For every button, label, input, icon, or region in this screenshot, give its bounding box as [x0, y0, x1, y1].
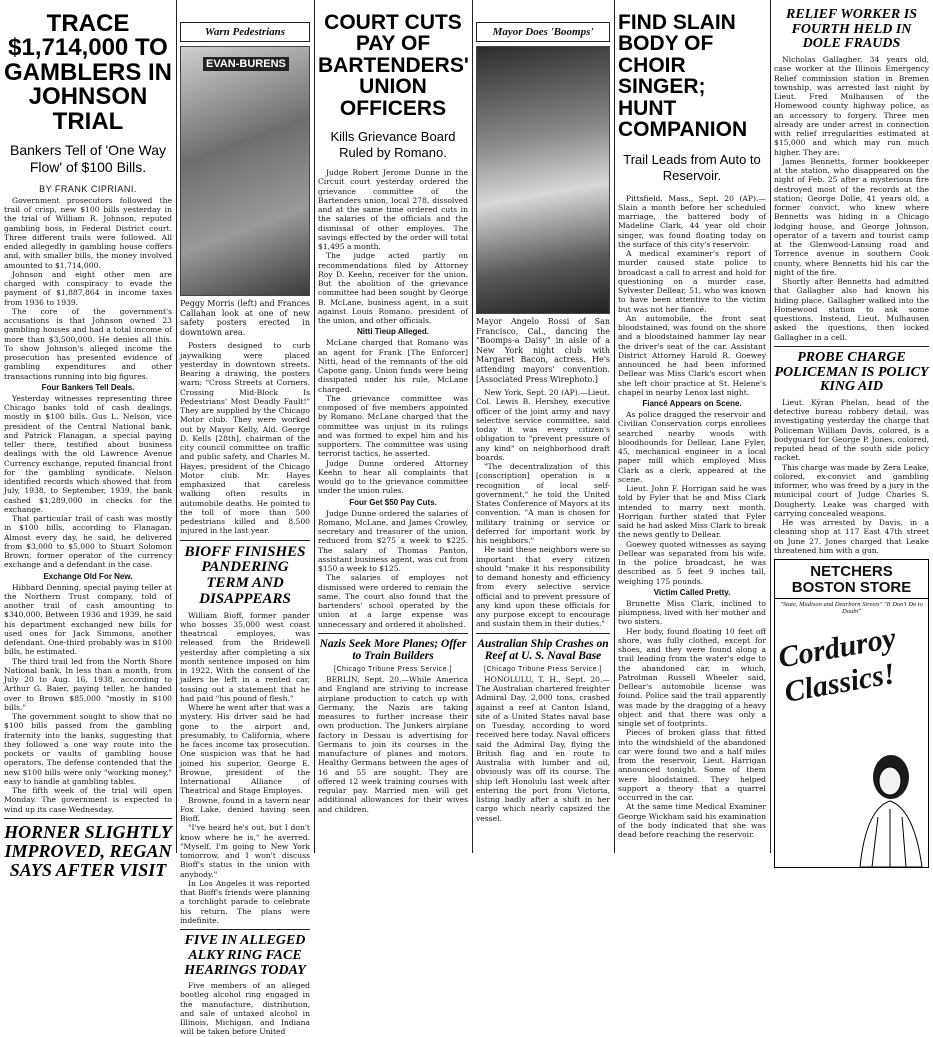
article-paragraph: An automobile, the front seat bloodstained, was found on the shore and a bloodstained hammer lay near the driver's seat of the car. Assistant District Attorney Harold R. Goewey announced he had been informed Dellear was Miss Clark's escort when she left choir practice at St. Helene's chapel in nearby Lenox last night.: [618, 313, 766, 397]
divider: [476, 633, 610, 634]
subhead: Victim Called Pretty.: [653, 587, 731, 597]
article-paragraph: Brunette Miss Clark, inclined to plumpness, lived with her mother and two sisters.: [618, 598, 766, 627]
advertisement-netchers: [774, 559, 929, 868]
article-paragraph: William Bioff, former pander who bosses 35,000 west coast theatrical employes, was released from the Bridewell yesterday after completing a six month sentence imposed on him in 1922. With the consent of the jailers he left in a rented car, tossing out a statement that he had paid "his pound of flesh.": [180, 610, 310, 703]
headline-court-cuts-pay: COURT CUTS PAY OF BARTENDERS' UNION OFFICERS: [318, 11, 469, 120]
photo-sign: EVAN-BURENS: [203, 57, 289, 71]
photo-mayor-dancing: [476, 46, 610, 314]
photo-pedestrian-poster: [180, 46, 310, 296]
column-4: [476, 0, 610, 853]
column-5: [618, 0, 766, 853]
article-paragraph: The judge acted partly on recommendations filed by Attorney Roy D. Keehn, receiver for the union. But the abolition of the grievance committee had been sought by George B. McLane, business agent, in a suit against Louis Romano, president of the union, and other officials.: [318, 251, 468, 326]
article-paragraph: New York, Sept. 20 (AP).—Lieut. Col. Lewis B. Hershey, executive officer of the joint army and navy selective service committee, said today it was every citizen's obligation to "prevent pressure of any kind" on neighborhood draft boards.: [476, 388, 610, 462]
divider: [180, 540, 310, 541]
article-paragraph: Browne, found in a tavern near Fox Lake, denied having seen Bioff.: [180, 795, 310, 824]
divider: [318, 633, 468, 634]
article-paragraph: Nicholas Gallagher, 34 years old, case worker at the Illinois Emergency Relief commission station in Bremen township, was arrested last night by Lieut. Fred Mulhausen of the Homewood county highway police, as an accessory to forgery. Three men already are under arrest in connection with relief irregularities estimated at $15,000 and which may run much higher. They are:: [774, 55, 929, 157]
article-paragraph: A medical examiner's report of murder caused state police to broadcast a call to arrest and hold for questioning on a murder case, Sylvester Dellear, 51, who was known to have been attentive to the victim but was not her fiancé.: [618, 249, 766, 314]
divider: [180, 929, 310, 930]
headline-trace-gamblers: TRACE $1,714,000 TO GAMBLERS IN JOHNSON TRIAL: [4, 10, 172, 135]
article-paragraph: James Bennetts, former bookkeeper at the station, who disappeared on the night of Feb. 25 after a mysterious fire destroyed most of the records at the station; George Dolle, 41 years old, a former convict, who knew where Bennetts was hiding in a Chicago lodging house, and George Johnson, operator of a tavern and tourist camp at the Glenwood-Lansing road and Torrence avenue in southern Cook county, where Bennetts hid his car the night of the fire.: [774, 156, 929, 277]
article-paragraph: The third trail led from the North Shore National bank. In less than a month, from July 20 to Aug. 16, 1938, according to Arthur G. Baier, paying teller, he handed over to Brown $85,000 "mostly in $100 bills.": [4, 656, 172, 712]
article-paragraph: Judge Dunne ordered the salaries of Romano, McLane, and James Crowley, secretary and treasurer of the union, reduced from $275 a week to $225. The salary of Thomas Panton, assistant business agent, was cut from $150 a week to $125.: [318, 508, 468, 574]
column-rule: [472, 0, 473, 853]
article-paragraph: As police dragged the reservoir and Civilian Conservation corps enrollees searched nearby woods with bloodhounds for Dellear, Lane Fyler, 45, mechanical engineer in a local paper mill which employed Miss Clark as a clerk, appeared at the scene.: [618, 410, 766, 484]
deck-bankers: Bankers Tell of 'One Way Flow' of $100 Bills.: [10, 142, 166, 176]
wire-credit: [Chicago Tribune Press Service.]: [484, 665, 602, 673]
article-paragraph: Lieut. Kýran Phelan, head of the detective bureau robbery detail, was investigating yesterday the charge that Policeman William Davis, colored, is a bodyguard for George P. Jones, colored, reputed head of the south side policy racket.: [774, 397, 929, 463]
headline-probe-policeman: PROBE CHARGE POLICEMAN IS POLICY KING AID: [774, 349, 929, 395]
column-rule: [176, 0, 177, 853]
article-paragraph: The salaries of employes not dismissed were ordered to remain the same. The court also found that the bartenders' school operated by the union at a large expense was unnecessary and ordered it abolished.: [318, 573, 468, 629]
column-1: [4, 0, 172, 880]
wire-credit: [Chicago Tribune Press Service.]: [334, 666, 452, 674]
subhead: Exchange Old For New.: [43, 571, 133, 581]
article-paragraph: Her body, found floating 10 feet off shore, was fully clothed, except for shoes, and they were found along a trail leading from the water's edge to the abandoned car, in which, Patrolman Russell Wheeler said, Dellear's automobile license was found. Police said the trail apparently was made by the dragging of a heavy object and that there was only a single set of footprints.: [618, 626, 766, 729]
headline-horner: HORNER SLIGHTLY IMPROVED, REGAN SAYS AFTER VISIT: [4, 821, 172, 880]
article-paragraph: BERLIN, Sept. 20.—While America and England are striving to increase airplane production to catch up with Germany, the Nazis are taking measures to further increase their own production. The Junkers airplane factory in Dessau is advertising for Germans to join its courses in the manufacture of planes and motors. Healthy Germans between the ages of 16 and 55 are sought. They are offered 12 week training courses with regular pay. Married men will get additional allowances for their wives and children.: [318, 675, 468, 814]
divider: [4, 818, 172, 819]
article-paragraph: Lieut. John F. Horrigan said he was told by Fyler that he and Miss Clark intended to marry next month. Horrigan further stated that Fyler said he had asked Miss Clark to break the news gently to Dellear.: [618, 484, 766, 540]
headline-slain-choir-singer: FIND SLAIN BODY OF CHOIR SINGER; HUNT COMPANION: [618, 11, 748, 142]
article-paragraph: Judge Dunne ordered Attorney Keehn to hear all complaints that would go to the grievance committee under the union rules.: [318, 458, 468, 496]
column-rule: [770, 0, 771, 853]
article-paragraph: At the same time Medical Examiner George Wickham said his examination of the body indicated that she was dead before reaching the reservoir.: [618, 802, 766, 840]
photo-caption: Mayor Angelo Rossi of San Francisco, Cal., dancing the "Boomps-a Daisy" in aisle of a New York night club with Margaret Bacon, actress. He's attending mayors' convention. [Associated Press Wirephoto.]: [476, 317, 610, 384]
article-paragraph: The core of the government's accusations is that Johnson owned 23 gambling houses and had a total income of more than $3,500,000. He denies all this. To show Johnson's alleged income the prosecution has presented evidence of gambling expenditures and other transactions running into big figures.: [4, 306, 172, 381]
deck-trail: Trail Leads from Auto to Reservoir.: [623, 152, 761, 184]
ad-woman-illustration: [846, 747, 926, 867]
article-paragraph: He was arrested by Davis, in a cleaning shop at 117 East 47th street on June 27. Jones charged that Leake threatened him with a gun.: [774, 518, 929, 555]
photo-label-mayor: Mayor Does 'Boomps': [476, 22, 610, 42]
ad-script-headline: Corduroy Classics!: [775, 621, 899, 709]
photo-label-warn-pedestrians: Warn Pedestrians: [180, 22, 310, 42]
article-paragraph: Government prosecutors followed the trail of crisp, new $100 bills yesterday in the trial of William R. Johnson, reputed gambling boss, in Federal District court. Three different trails were followed. All ended allegedly in gambling house coffers and, with smaller bills, the money involved amounted to $1,714,000.: [4, 195, 172, 270]
column-rule: [614, 0, 615, 853]
column-2: [180, 0, 310, 1037]
article-paragraph: HONOLULU, T. H., Sept. 20.—The Australian chartered freighter Admiral Day, 2,000 tons, crashed against a reef at Canton Island, site of a United States naval base on Tuesday, according to word received here today. Naval officers said the Admiral Day, flying the British flag and en route to Australia with lumber and oil, obviously was off its course. The ship left Honolulu last week after entering the port from Victoria, listing badly after a shift in her cargo which nearly capsized the vessel.: [476, 674, 610, 823]
headline-bioff: BIOFF FINISHES PANDERING TERM AND DISAPPEARS: [184, 543, 306, 607]
divider: [774, 346, 929, 347]
article-paragraph: McLane charged that Romano was an agent for Frank [The Enforcer] Nitti, head of the remnants of the old Capone gang. Union funds were being dissipated under his rule, McLane charged.: [318, 338, 468, 394]
article-paragraph: The fifth week of the trial will open Monday. The government is expected to wind up its case Wednesday.: [4, 786, 172, 814]
column-6: [774, 0, 929, 853]
headline-alky-ring: FIVE IN ALLEGED ALKY RING FACE HEARINGS TODAY: [184, 933, 306, 978]
byline: BY FRANK CIPRIANI.: [39, 183, 137, 194]
column-3: [318, 0, 468, 853]
article-paragraph: "I've heard he's out, but I don't know where he is," he averred. "Myself, I'm going to New York tomorrow, and I won't discuss Bioff's status in the union with anybody.": [180, 823, 310, 879]
article-paragraph: Pittsfield, Mass., Sept. 20 (AP).—Slain a month before her scheduled marriage, the battered body of Madeline Clark, 44 year old choir singer, was found floating today on the surface of this city's reservoir.: [618, 193, 766, 249]
article-paragraph: The grievance committee was composed of five members appointed by Romano. McLane charged that the committee was unjust in its rulings and was formed to expel him and his supporters. The committee was using terrorist tactics, he asserted.: [318, 393, 468, 459]
article-paragraph: This charge was made by Zera Leake, colored, ex-convict and gambling informer, who was freed by a jury in the municipal court of Judge Charles S. Dougherty. Leake was charged with carrying concealed weapons.: [774, 462, 929, 518]
headline-australian-ship: Australian Ship Crashes on Reef at U. S. Naval Base: [477, 637, 609, 662]
article-paragraph: In Los Angeles it was reported that Bioff's friends were planning a torchlight parade to celebrate his return. The plans were indefinite.: [180, 878, 310, 925]
headline-nazis-planes: Nazis Seek More Planes; Offer to Train Builders: [319, 637, 467, 663]
article-paragraph: Yesterday witnesses representing three Chicago banks told of cash dealings, mostly in $100 bills. Gus L. Nelson, vice president of the Central National bank, and Patrick Flanagan, a special paying teller there, testified about business dealings with the old Lawrence Avenue Currency exchange, reputed financial front for the gambling syndicate. Nelson identified records which showed that from July, 1938, to September, 1939, the bank cashed $1,289,000 in checks for the exchange.: [4, 393, 172, 514]
subhead: Four Get $50 Pay Cuts.: [349, 497, 437, 507]
article-paragraph: Goewey quoted witnesses as saying Dellear was separated from his wife. In the police broadcast, he was described as 5 feet 9 inches tall, weighing 175 pounds.: [618, 539, 766, 586]
article-paragraph: The government sought to show that no $100 bills passed from the gambling fraternity into the banks, suggesting that they followed a one way route into the pockets or vaults of gambling house operators. The defense contended that the new $100 bills were only "working money," easy to handle at gambling tables.: [4, 712, 172, 786]
article-paragraph: Johnson and eight other men are charged with conspiracy to evade the payment of $1,887,864 in income taxes from 1936 to 1939.: [4, 269, 172, 307]
article-paragraph: That particular trail of cash was mostly in $100 bills, according to Flanagan. Almost every day, he said, he delivered from $3,000 to $5,000 to Stuart Solomon Brown, former operator of the currency exchange and a defendant in the case.: [4, 514, 172, 570]
headline-relief-worker: RELIEF WORKER IS FOURTH HELD IN DOLE FRAUDS: [786, 7, 917, 52]
subhead: Four Bankers Tell Deals.: [41, 382, 135, 392]
article-paragraph: He said these neighbors were so important that every citizen should "make it his responsibility to demand honesty and efficiency from every selective service official and to prevent pressure of any kind upon these officials for any purpose except to encourage and sustain them in their duties.": [476, 545, 610, 629]
column-rule: [314, 0, 315, 853]
article-paragraph: Posters designed to curb jaywalking were placed yesterday in downtown streets. Bearing a drawing, the posters warn: "Cross Streets at Corners. Crossing Mid-Block Is Pedestrians' Most Deadly Fault!" They are supplied by the Chicago Motor club. They were worked out by Mayor Kelly, Ald. George D. Kells [28th], chairman of the city council committee on traffic and public safety, and Charles M. Hayes, president of the Chicago Motor club. Mr. Hayes emphasized that careless walking often results in automobile deaths. He pointed to the toll of more than 500 pedestrians killed and 8,500 injured in the last year.: [180, 341, 310, 536]
article-paragraph: Pieces of broken glass that fitted into the windshield of the abandoned car were found two and a half miles from the reservoir, Lieut. Harrigan announced tonight. Some of them were bloodstained. They helped support a theory that a quarrel occurred in the car.: [618, 728, 766, 803]
article-paragraph: Five members of an alleged bootleg alcohol ring engaged in the manufacture, distribution, and sale of untaxed alcohol in Illinois, Michigan, and Indiana will be taken before United: [180, 981, 310, 1037]
article-paragraph: Shortly after Bennetts had admitted that Gallagher also had known his hiding place, Gallagher walked into the Homewood station to ask some questions. Instead, Lieut. Mulhausen asked the questions, then locked Gallagher in a cell.: [774, 277, 929, 342]
article-paragraph: "The decentralization of this [conscription] operation is a recognition of local self-government," he told the United States Conference of Mayors at its convention. "A man is chosen for military training or service or deferred for important work by his neighbors.": [476, 462, 610, 546]
photo-caption: Peggy Morris (left) and Frances Callahan look at one of new safety posters erected in downtown area.: [180, 299, 310, 337]
ad-tagline: "State, Madison and Dearborn Streets" "It Don't Do to Doubt": [780, 600, 923, 615]
article-paragraph: Hibbard Denning, special paying teller at the Northern Trust company, told of another trail of cash amounting to $340,000. Between 1936 and 1939, he said his department exchanged new bills for used ones for Jack Simmons, another defendant. One-third probably was in $100 bills, he estimated.: [4, 582, 172, 657]
subhead: Nitti Tieup Alleged.: [356, 327, 429, 337]
subhead: Fiancé Appears on Scene.: [642, 399, 742, 409]
ad-store-name: NETCHERS BOSTON STORE: [775, 560, 928, 599]
deck-grievance: Kills Grievance Board Ruled by Romano.: [330, 129, 456, 160]
article-paragraph: Where he went after that was a mystery. His driver said he had gone to the airport and, presumably, to California, where he faces income tax prosecution. One suspicion was that he had joined his superior, George E. Browne, president of the International Alliance of Theatrical and Stage Employes.: [180, 703, 310, 796]
article-paragraph: Judge Robert Jerome Dunne in the Circuit court yesterday ordered the grievance committee of the Bartenders union, local 278, dissolved and at the same time ordered cuts in the salaries of the officials and the dismissal of other employes. The savings effected by the order will total $1,495 a month.: [318, 168, 468, 252]
